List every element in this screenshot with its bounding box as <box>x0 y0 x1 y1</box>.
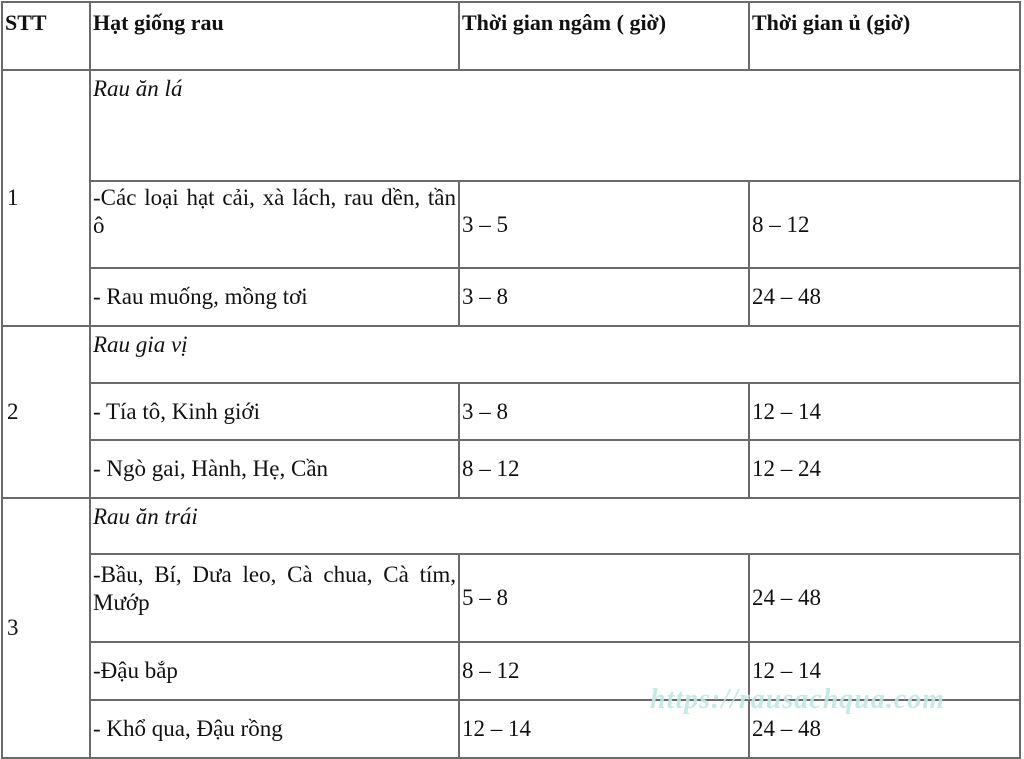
soak-cell: 3 – 8 <box>459 268 749 326</box>
incubate-cell: 24 – 48 <box>749 700 1020 758</box>
category-label: Rau gia vị <box>90 326 1020 383</box>
table-row <box>2 554 1020 642</box>
header-seed: Hạt giống rau <box>90 2 459 70</box>
header-incubate-time: Thời gian ủ (giờ) <box>749 2 1020 70</box>
category-label: Rau ăn trái <box>90 498 1020 554</box>
category-row <box>2 326 1020 383</box>
seed-cell: - Ngò gai, Hành, Hẹ, Cần <box>90 440 459 498</box>
incubate-cell: 12 – 14 <box>749 642 1020 700</box>
incubate-cell: 8 – 12 <box>749 181 1020 268</box>
stt-cell: 3 <box>2 498 90 758</box>
soak-cell: 8 – 12 <box>459 440 749 498</box>
stt-cell: 1 <box>2 70 90 326</box>
header-soak-time: Thời gian ngâm ( giờ) <box>459 2 749 70</box>
incubate-cell: 12 – 14 <box>749 383 1020 440</box>
soak-cell: 3 – 8 <box>459 383 749 440</box>
header-stt: STT <box>2 2 90 70</box>
seed-cell: -Bầu, Bí, Dưa leo, Cà chua, Cà tím, Mướp <box>90 554 459 642</box>
table-row <box>2 268 1020 326</box>
incubate-cell: 24 – 48 <box>749 554 1020 642</box>
seed-cell: - Rau muống, mồng tơi <box>90 268 459 326</box>
category-row <box>2 70 1020 181</box>
soak-cell: 3 – 5 <box>459 181 749 268</box>
seed-cell: -Đậu bắp <box>90 642 459 700</box>
category-label: Rau ăn lá <box>90 70 1020 181</box>
soak-cell: 8 – 12 <box>459 642 749 700</box>
table-row <box>2 440 1020 498</box>
seed-cell: -Các loại hạt cải, xà lách, rau dền, tần ô <box>90 181 459 268</box>
stt-cell: 2 <box>2 326 90 498</box>
site-watermark: https://rausachqua.com <box>650 684 946 715</box>
incubate-cell: 12 – 24 <box>749 440 1020 498</box>
table-row <box>2 181 1020 268</box>
incubate-cell: 24 – 48 <box>749 268 1020 326</box>
seed-cell: - Tía tô, Kinh giới <box>90 383 459 440</box>
seed-cell: - Khổ qua, Đậu rồng <box>90 700 459 758</box>
category-row <box>2 498 1020 554</box>
table-header-row <box>2 2 1020 70</box>
seed-soaking-table <box>1 1 1021 759</box>
soak-cell: 12 – 14 <box>459 700 749 758</box>
table-row <box>2 383 1020 440</box>
soak-cell: 5 – 8 <box>459 554 749 642</box>
